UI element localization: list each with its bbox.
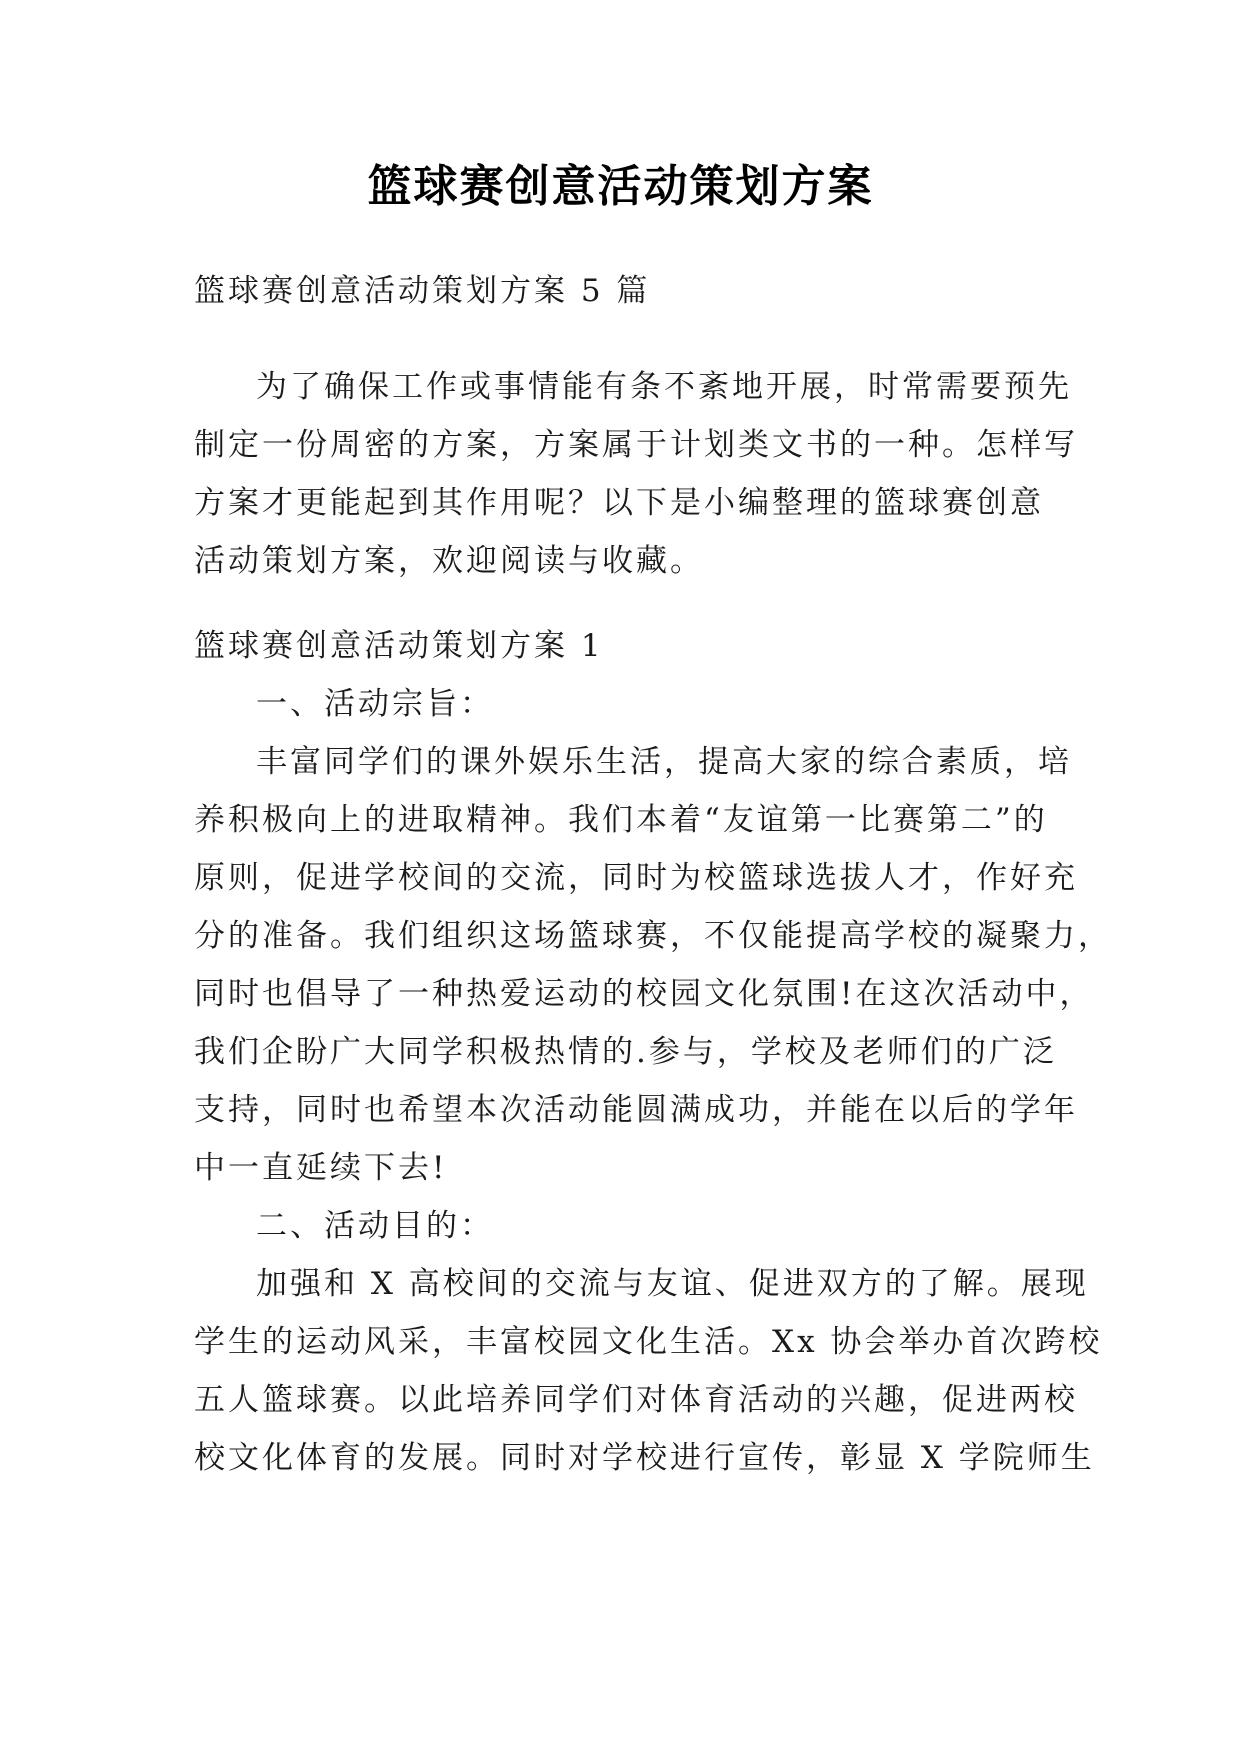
paragraph-line: 养积极向上的进取精神。我们本着“友谊第一比赛第二”的	[194, 802, 1048, 838]
intro-line: 方案才更能起到其作用呢？以下是小编整理的篮球赛创意	[194, 485, 1044, 521]
paragraph-line: 五人篮球赛。以此培养同学们对体育活动的兴趣，促进两校	[194, 1382, 1078, 1418]
paragraph-line: 我们企盼广大同学积极热情的.参与，学校及老师们的广泛	[194, 1034, 1057, 1070]
intro-paragraph	[194, 358, 1078, 590]
paragraph-line: 同时也倡导了一种热爱运动的校园文化氛围!在这次活动中，	[194, 976, 1094, 1012]
paragraph-line: 丰富同学们的课外娱乐生活，提高大家的综合素质，培	[256, 744, 1072, 780]
paragraph-line: 支持，同时也希望本次活动能圆满成功，并能在以后的学年	[194, 1092, 1078, 1128]
heading-activity-goal: 二、活动目的：	[256, 1208, 494, 1244]
intro-line: 为了确保工作或事情能有条不紊地开展，时常需要预先	[256, 369, 1072, 405]
paragraph-line: 分的准备。我们组织这场篮球赛，不仅能提高学校的凝聚力，	[194, 918, 1112, 954]
paragraph-line: 原则，促进学校间的交流，同时为校篮球选拔人才，作好充	[194, 860, 1078, 896]
intro-line: 制定一份周密的方案，方案属于计划类文书的一种。怎样写	[194, 427, 1078, 463]
intro-line: 活动策划方案，欢迎阅读与收藏。	[194, 543, 704, 579]
document-subtitle-block	[194, 262, 1054, 320]
document-title: 篮球赛创意活动策划方案	[367, 161, 874, 212]
heading-activity-purpose: 一、活动宗旨：	[256, 686, 494, 722]
section-1	[194, 617, 1112, 1487]
paragraph-line: 校文化体育的发展。同时对学校进行宣传，彰显 X 学院师生	[194, 1440, 1095, 1476]
paragraph-line: 加强和 X 高校间的交流与友谊、促进双方的了解。展现	[256, 1266, 1089, 1302]
document-subtitle: 篮球赛创意活动策划方案 5 篇	[194, 273, 651, 309]
section-title: 篮球赛创意活动策划方案 1	[194, 628, 604, 664]
paragraph-line: 中一直延续下去!	[194, 1150, 448, 1186]
paragraph-line: 学生的运动风采，丰富校园文化生活。Xx 协会举办首次跨校	[194, 1324, 1103, 1360]
